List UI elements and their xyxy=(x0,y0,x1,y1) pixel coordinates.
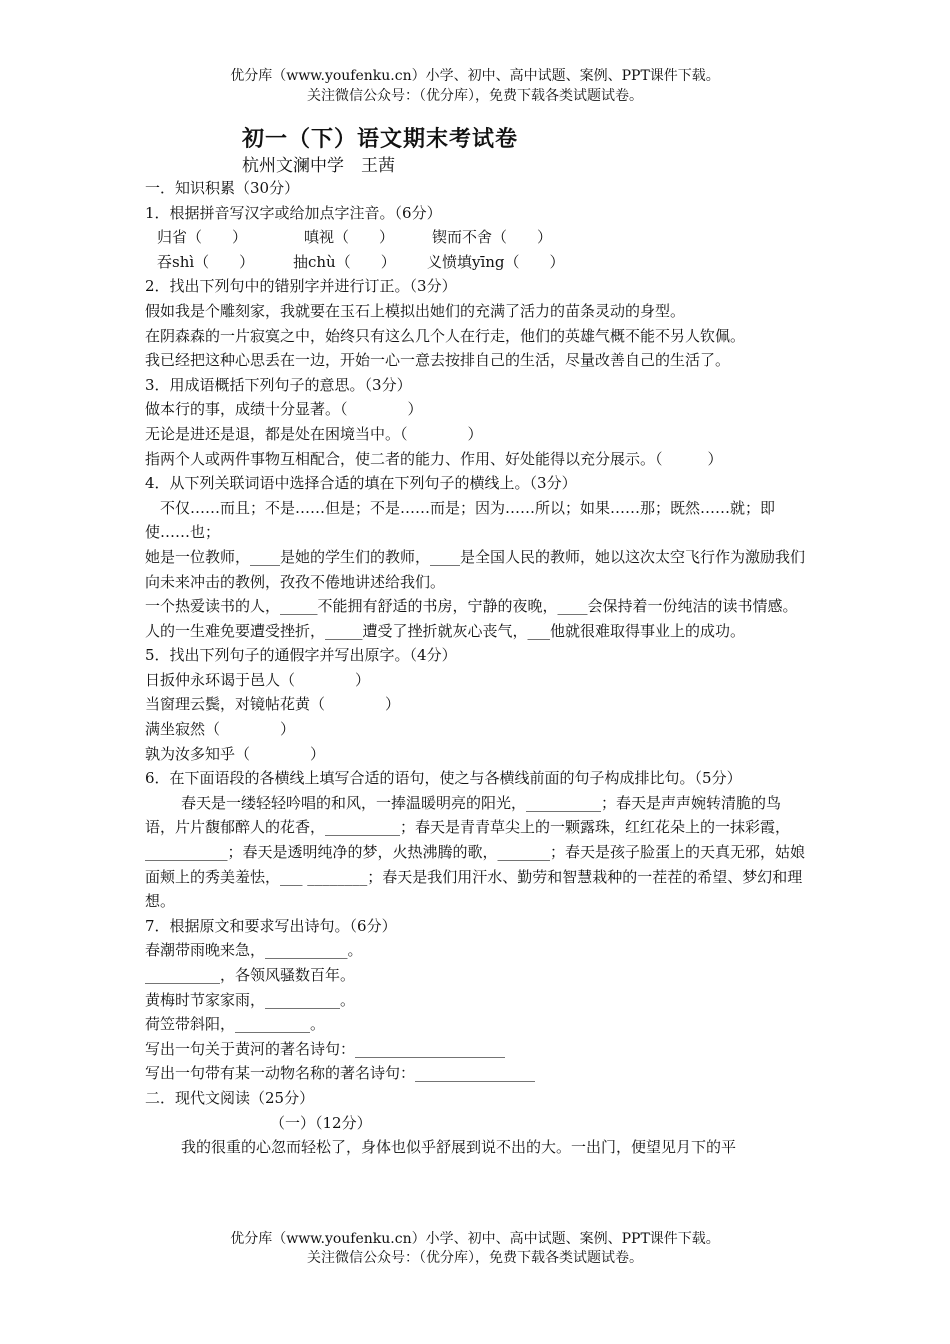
paragraph: 我的很重的心忽而轻松了，身体也似乎舒展到说不出的大。一出门，便望见月下的平 xyxy=(181,1138,737,1157)
text-line: 满坐寂然（ ） xyxy=(145,720,296,739)
pinyin-item: 嗔视（ ） xyxy=(304,228,395,247)
question-heading: 3．用成语概括下列句子的意思。（3分） xyxy=(145,375,412,394)
text-line: 写出一句关于黄河的著名诗句：____________________ xyxy=(145,1039,506,1058)
text-line: 不仅……而且；不是……但是；不是……而是；因为……所以；如果……那；既然……就；即使……也； xyxy=(145,498,776,542)
question-heading: 6．在下面语段的各横线上填写合适的语句，使之与各横线前面的句子构成排比句。（5分） xyxy=(145,769,742,788)
text-line: 当窗理云鬓，对镜帖花黄（ ） xyxy=(145,695,401,714)
text-line: 她是一位教师，____是她的学生们的教师，____是全国人民的教师，她以这次太空飞行作为激励我们向未来冲击的教例，孜孜不倦地讲述给我们。 xyxy=(145,547,806,591)
text-line: 写出一句带有某一动物名称的著名诗句：________________ xyxy=(145,1064,536,1083)
text-line: 春潮带雨晚来急，___________。 xyxy=(145,941,363,960)
pinyin-item: 抽chù（ ） xyxy=(293,252,396,271)
text-line: 无论是进还是退，都是处在困境当中。（ ） xyxy=(145,424,483,443)
header-line-2: 关注微信公众号：（优分库），免费下载各类试题试卷。 xyxy=(307,88,643,104)
text-line: 做本行的事，成绩十分显著。（ ） xyxy=(145,400,423,419)
section-heading: 二．现代文阅读（25分） xyxy=(145,1088,315,1107)
pinyin-item: 归省（ ） xyxy=(157,228,248,247)
text-line: 我已经把这种心思丢在一边，开始一心一意去按排自己的生活，尽量改善自己的生活了。 xyxy=(145,351,731,370)
text-line: 黄梅时节家家雨，__________。 xyxy=(145,990,356,1009)
question-heading: 5．找出下列句子的通假字并写出原字。（4分） xyxy=(145,646,457,665)
question-heading: 1．根据拼音写汉字或给加点字注音。（6分） xyxy=(145,203,442,222)
pinyin-row-1 xyxy=(145,225,810,250)
document-body xyxy=(145,176,810,1160)
pinyin-row-2 xyxy=(145,250,810,275)
question-heading: 7．根据原文和要求写出诗句。（6分） xyxy=(145,916,397,935)
question-heading: 2．找出下列句中的错别字并进行订正。（3分） xyxy=(145,277,457,296)
text-line: 假如我是个雕刻家，我就要在玉石上模拟出她们的充满了活力的苗条灵动的身型。 xyxy=(145,301,686,320)
text-line: 一个热爱读书的人，_____不能拥有舒适的书房，宁静的夜晚，____会保持着一份纯洁的读书情感。 xyxy=(145,597,798,616)
subsection-heading: （一）（12分） xyxy=(270,1113,372,1132)
text-line: 日扳仲永环谒于邑人（ ） xyxy=(145,670,371,689)
pinyin-item: 义愤填yīng（ ） xyxy=(427,252,565,271)
text-line: 孰为汝多知乎（ ） xyxy=(145,744,326,763)
text-line: 指两个人或两件事物互相配合，使二者的能力、作用、好处能得以充分展示。（ ） xyxy=(145,449,723,468)
pinyin-item: 锲而不舍（ ） xyxy=(432,228,553,247)
text-line: 在阴森森的一片寂寞之中，始终只有这么几个人在行走，他们的英雄气概不能不另人钦佩。 xyxy=(145,326,746,345)
section-heading: 一．知识积累（30分） xyxy=(145,179,300,197)
footer-line-1: 优分库（www.youfenku.cn）小学、初中、高中试题、案例、PPT课件下载。 xyxy=(230,1231,720,1247)
header-line-1: 优分库（www.youfenku.cn）小学、初中、高中试题、案例、PPT课件下载。 xyxy=(230,68,720,84)
footer-line-2: 关注微信公众号：（优分库），免费下载各类试题试卷。 xyxy=(307,1250,643,1266)
doc-author: 杭州文澜中学 王茜 xyxy=(242,156,395,176)
doc-title: 初一（下）语文期末考试卷 xyxy=(242,126,519,152)
paragraph: 春天是一缕轻轻吟唱的和风，一捧温暖明亮的阳光，__________；春天是声声婉转清脆的鸟语，片片馥郁醉人的花香，__________；春天是青青草尖上的一颗露珠，红红花朵上的一抹彩霞，___________；春天是透明纯净的梦，火热沸腾的歌，_______；春天是孩子脸蛋上的天真无邪，姑娘面颊上的秀美羞怯，___ ________；春天是我们用汗水、勤劳和智慧栽种的一茬茬的希望、梦幻和理想。 xyxy=(145,793,806,911)
question-heading: 4．从下列关联词语中选择合适的填在下列句子的横线上。（3分） xyxy=(145,474,577,493)
text-line: 人的一生难免要遭受挫折，_____遭受了挫折就灰心丧气，___他就很难取得事业上的成功。 xyxy=(145,621,746,640)
text-line: 荷笠带斜阳，__________。 xyxy=(145,1015,326,1034)
text-line: __________，各领风骚数百年。 xyxy=(145,966,356,984)
pinyin-item: 吞shì（ ） xyxy=(157,252,255,271)
